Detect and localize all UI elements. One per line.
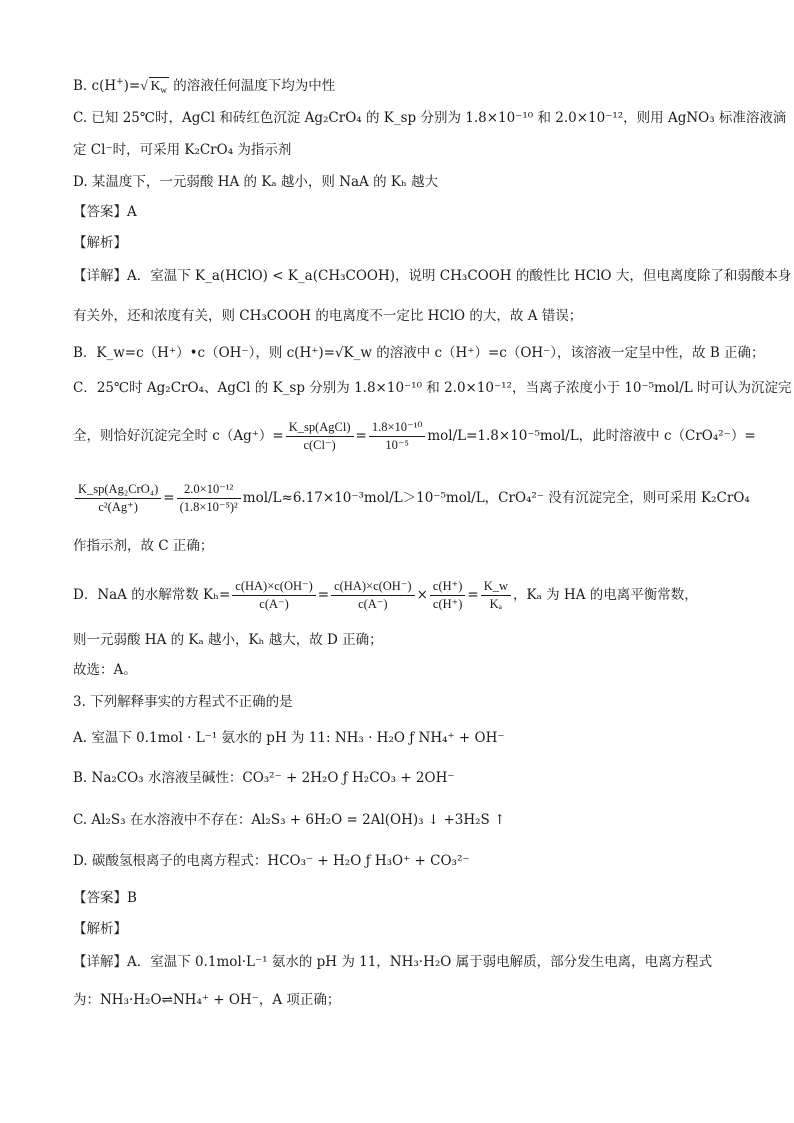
detail-c-line2: 全，则恰好沉淀完全时 c（Ag⁺）= $\frac{\text{K\_sp(AgCl)}}{c(Cl^-)}$ = $\frac{\text{1.8×10⁻¹⁰}}{\text{10⁻⁵}}$ mol/L=1.8×10⁻⁵mol/L，此时溶液中 c（CrO₄²⁻）= xyxy=(73,419,756,452)
frac-den: c(H⁺) xyxy=(432,596,463,611)
detail-d-line1: D．NaA 的水解常数 Kₕ= $\frac{c(HA)\times c(OH^-)}{c(A^-)}$ = $\frac{c(HA)\times c(OH^-)}{c(A^-)}$ × $\frac{c(H^+)}{c(H^+)}$ = $\frac{K\_w}{\text{Kₐ}}$ ，Kₐ 为 HA 的电离平衡常数， xyxy=(73,578,698,611)
analysis-1: 【解析】 xyxy=(73,235,127,251)
option-b-line xyxy=(73,72,754,98)
fraction-kh-1 xyxy=(232,578,316,613)
detail-d-line2: 则一元弱酸 HA 的 Kₐ 越小，Kₕ 越大，故 D 正确； xyxy=(73,632,383,648)
frac-den: c(A⁻) xyxy=(259,596,289,611)
option-b-prefix: B. c(H xyxy=(73,78,117,94)
frac-den: (1.8×10⁻⁵)² xyxy=(179,499,238,514)
fraction-kh-4 xyxy=(481,578,511,613)
detail-c-line1: C．25℃时 Ag₂CrO₄、AgCl 的 K_sp 分别为 1.8×10⁻¹⁰ 和 2.0×10⁻¹²，当离子浓度小于 10⁻⁵mol/L 时可认为沉淀完 xyxy=(73,380,792,396)
frac-den: c(A⁻) xyxy=(358,596,388,611)
question-3: 3. 下列解释事实的方程式不正确的是 xyxy=(73,694,293,710)
frac-den: c²(Ag⁺) xyxy=(98,499,138,514)
q3-option-d: D. 碳酸氢根离子的电离方程式：HCO₃⁻ + H₂O ƒ H₃O⁺ + CO₃²⁻ xyxy=(73,853,470,869)
frac-num: 1.8×10⁻¹⁰ xyxy=(369,419,426,437)
detail-b: B．K_w=c（H⁺）•c（OH⁻），则 c(H⁺)=√K_w 的溶液中 c（H⁺）=c（OH⁻），该溶液一定呈中性，故 B 正确； xyxy=(73,345,765,361)
answer-1: 【答案】A xyxy=(73,204,137,220)
q3-option-c: C. Al₂S₃ 在水溶液中不存在：Al₂S₃ + 6H₂O = 2Al(OH)₃ ↓ +3H₂S ↑ xyxy=(73,812,506,828)
detail-a-line1: 【详解】A．室温下 K_a(HClO) < K_a(CH₃COOH)，说明 CH₃COOH 的酸性比 HClO 大，但电离度除了和弱酸本身 xyxy=(73,268,792,284)
detail-a-line2: 有关外，还和浓度有关，则 CH₃COOH 的电离度不一定比 HClO 的大，故 A 错误； xyxy=(73,308,583,324)
answer-2: 【答案】B xyxy=(73,890,137,906)
fraction-value-2 xyxy=(177,481,241,516)
sqrt-symbol: √ xyxy=(140,78,148,93)
fraction-value xyxy=(369,419,426,454)
frac-den: 10⁻⁵ xyxy=(385,437,409,452)
fraction-ksp-ag2cro4 xyxy=(75,481,161,516)
q3-option-b: B. Na₂CO₃ 水溶液呈碱性：CO₃²⁻ + 2H₂O ƒ H₂CO₃ + 2OH⁻ xyxy=(73,770,455,786)
detail-c-line3: $\frac{\text{K\_sp(Ag₂CrO₄)}}{\text{c²(Ag⁺)}}$ = $\frac{\text{2.0×10⁻¹²}}{\text{(1.8×10⁻⁵)²}}$ mol/L≈6.17×10⁻³mol/L＞10⁻⁵mol/L，CrO₄²⁻ 没有沉淀完全，则可采用 K₂CrO₄ xyxy=(73,476,754,520)
fraction-kh-2 xyxy=(331,578,415,613)
analysis-2: 【解析】 xyxy=(73,921,127,937)
sqrt-k: K xyxy=(150,78,161,93)
option-c-line2: 定 Cl⁻时，可采用 K₂CrO₄ 为指示剂 xyxy=(73,142,292,158)
frac-num: 2.0×10⁻¹² xyxy=(177,481,241,499)
frac-den: Kₐ xyxy=(489,596,503,611)
frac-num: K_sp(Ag₂CrO₄) xyxy=(75,481,161,499)
frac-den: c(Cl⁻) xyxy=(303,437,336,452)
choose-1: 故选：A。 xyxy=(73,662,137,678)
option-d: D. 某温度下，一元弱酸 HA 的 Kₐ 越小，则 NaA 的 Kₕ 越大 xyxy=(73,174,439,190)
frac-num: K_w xyxy=(481,578,511,596)
sqrt-k-sub: w xyxy=(160,85,167,95)
detail2-a-line1: 【详解】A．室温下 0.1mol·L⁻¹ 氨水的 pH 为 11，NH₃·H₂O 属于弱电解质，部分发生电离，电离方程式 xyxy=(73,954,713,970)
detail-d1-pre: D．NaA 的水解常数 Kₕ= xyxy=(73,587,231,603)
q3-option-a: A. 室温下 0.1mol · L⁻¹ 氨水的 pH 为 11: NH₃ · H₂O ƒ NH₄⁺ + OH⁻ xyxy=(73,730,505,746)
fraction-kh-3 xyxy=(430,578,466,613)
frac-num: K_sp(AgCl) xyxy=(286,419,354,437)
option-c-line1: C. 已知 25℃时，AgCl 和砖红色沉淀 Ag₂CrO₄ 的 K_sp 分别为 1.8×10⁻¹⁰ 和 2.0×10⁻¹²，则用 AgNO₃ 标准溶液滴 xyxy=(73,110,787,126)
frac-num: c(H⁺) xyxy=(430,578,466,596)
option-b-tail: 的溶液任何温度下均为中性 xyxy=(168,78,336,94)
detail-d1-post: ，Kₐ 为 HA 的电离平衡常数， xyxy=(513,587,698,603)
detail-c3-post: mol/L≈6.17×10⁻³mol/L＞10⁻⁵mol/L，CrO₄²⁻ 没有沉淀完全，则可采用 K₂CrO₄ xyxy=(242,490,750,506)
frac-num: c(HA)×c(OH⁻) xyxy=(232,578,316,596)
sqrt-body xyxy=(149,77,169,98)
detail2-a-line2: 为：NH₃·H₂O⇌NH₄⁺ + OH⁻，A 项正确； xyxy=(73,992,341,1008)
option-b-sup: + xyxy=(116,77,124,87)
option-b-mid: )= xyxy=(123,78,141,94)
fraction-ksp-agcl xyxy=(286,419,354,454)
frac-num: c(HA)×c(OH⁻) xyxy=(331,578,415,596)
detail-c-line4: 作指示剂，故 C 正确； xyxy=(73,538,214,554)
detail-c2-post: mol/L=1.8×10⁻⁵mol/L，此时溶液中 c（CrO₄²⁻）= xyxy=(427,428,756,444)
detail-c2-pre: 全，则恰好沉淀完全时 c（Ag⁺）= xyxy=(73,428,284,444)
